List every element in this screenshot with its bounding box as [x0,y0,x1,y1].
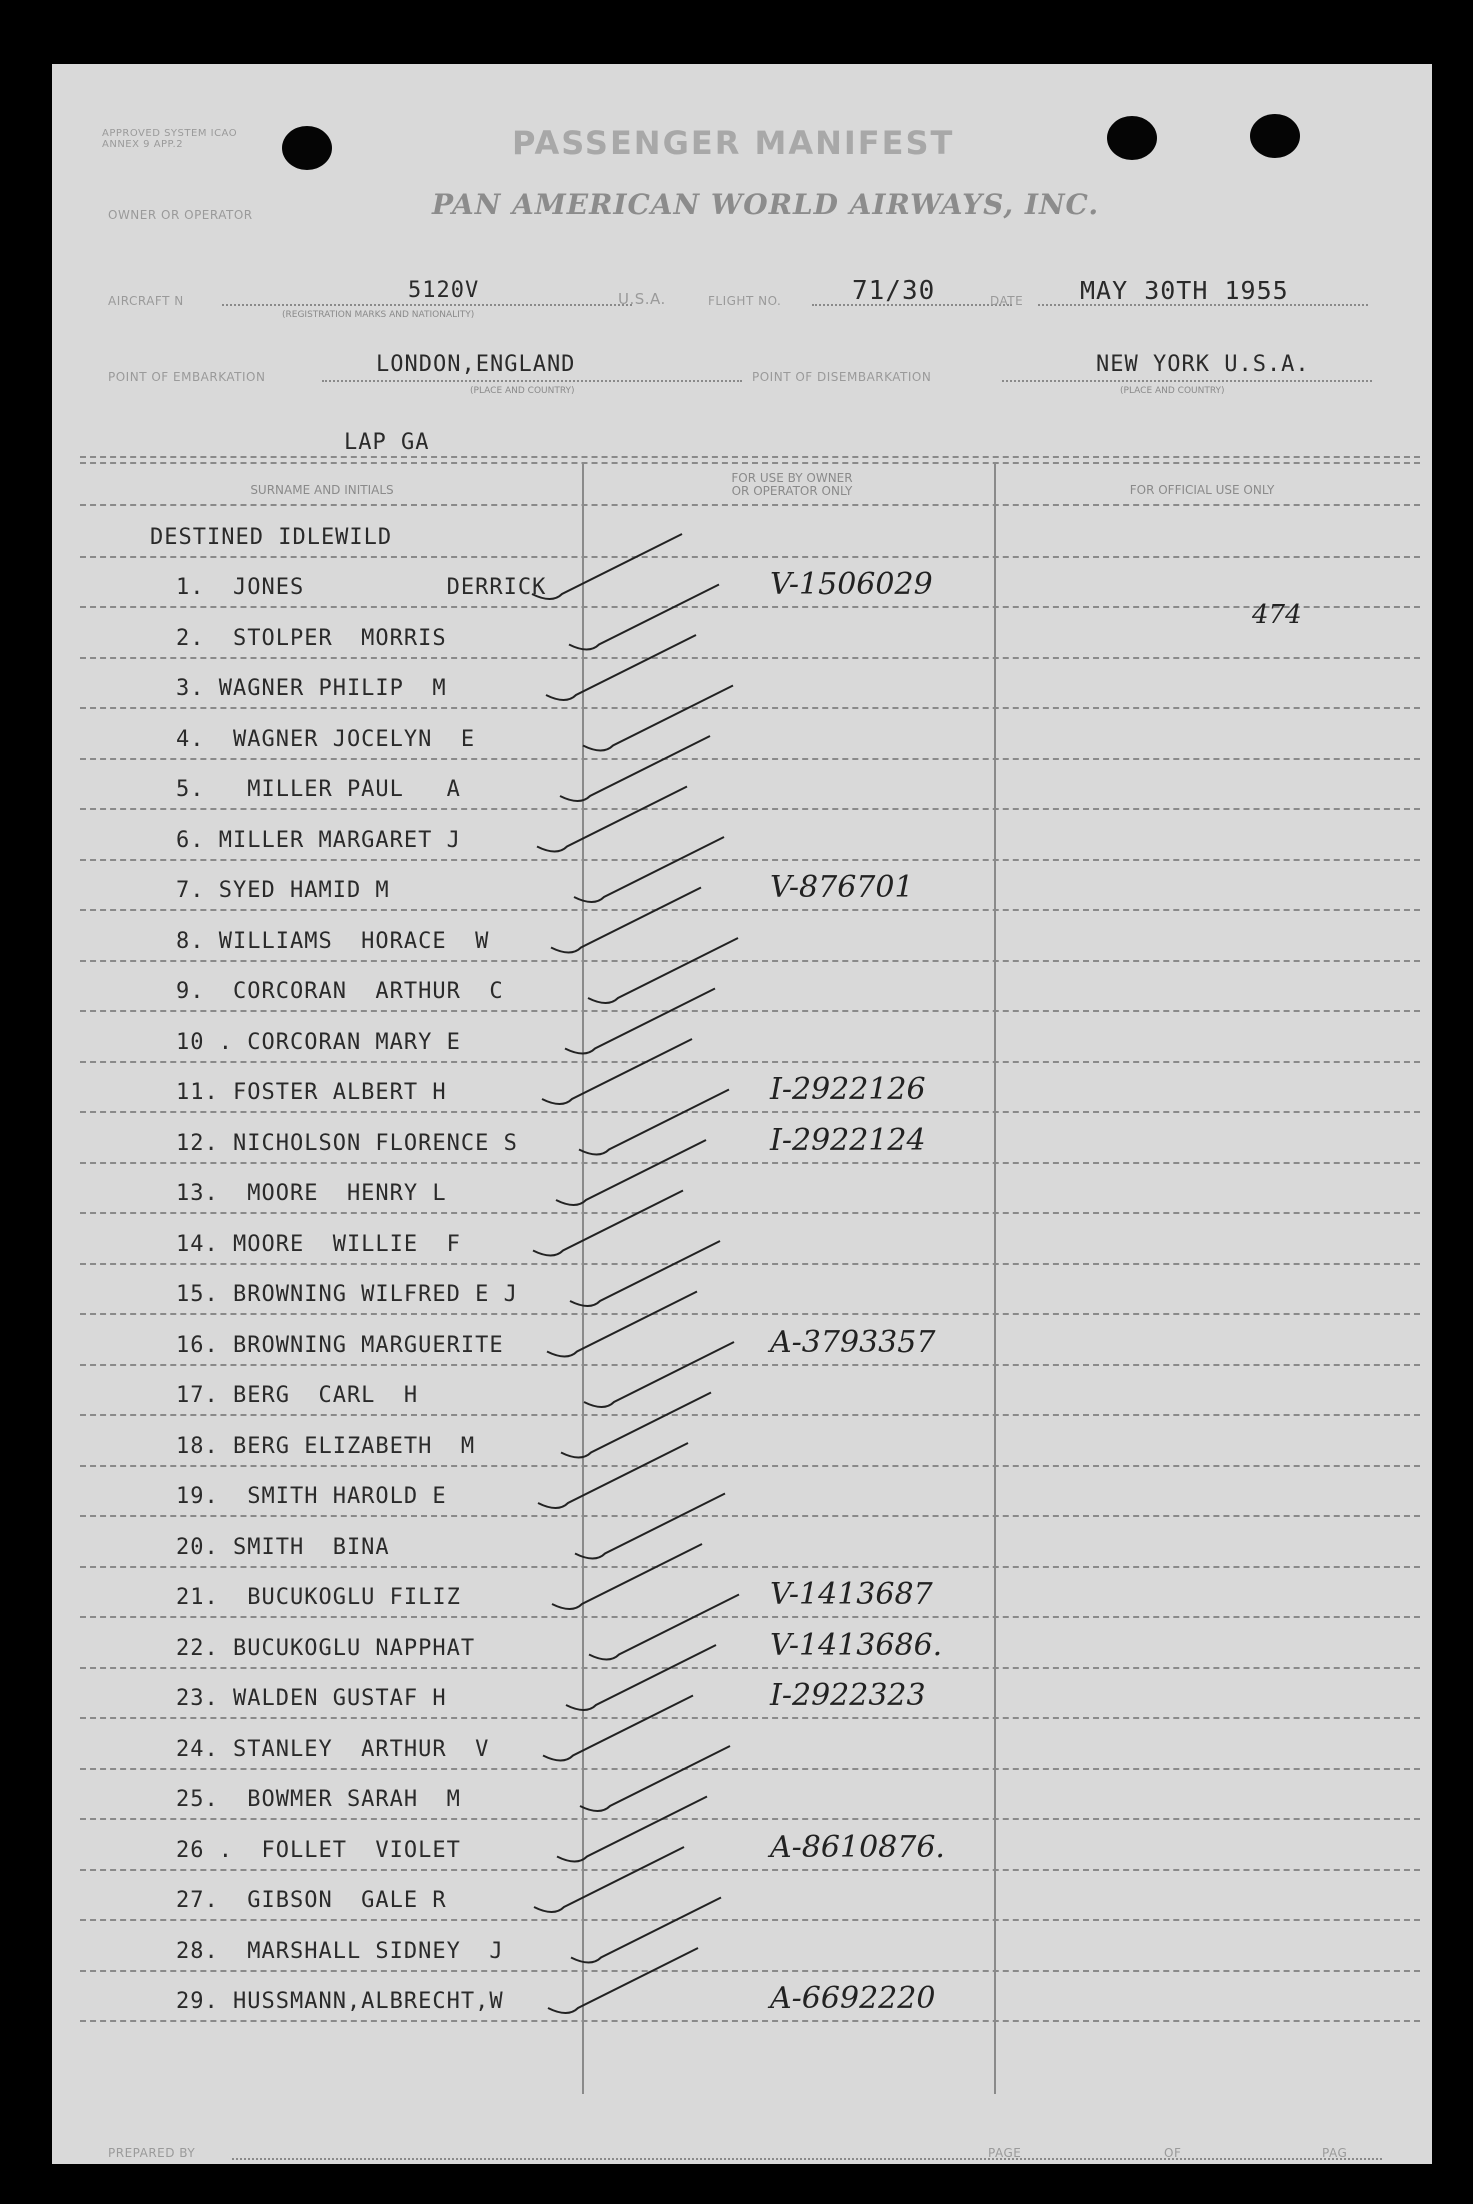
passenger-name: 21. BUCUKOGLU FILIZ [176,1585,461,1610]
aircraft-label: AIRCRAFT N [108,294,184,308]
check-mark [588,938,738,1003]
visa-number: V-876701 [770,870,914,905]
check-mark [546,635,696,700]
passenger-name: 23. WALDEN GUSTAF H [176,1686,447,1711]
visa-number: V-1413687 [770,1577,933,1612]
registration-caption: (REGISTRATION MARKS AND NATIONALITY) [282,310,475,320]
embarkation-label: POINT OF EMBARKATION [108,370,266,384]
check-mark [532,534,682,599]
passenger-name: 2. STOLPER MORRIS [176,625,447,651]
check-mark [560,736,710,801]
column-header-official: FOR OFFICIAL USE ONLY [1129,483,1275,497]
passenger-name: 1. JONES DERRICK [176,575,547,600]
passenger-name: 29. HUSSMANN,ALBRECHT,W [176,1989,504,2014]
passenger-name: 13. MOORE HENRY L [176,1181,447,1206]
page-title: PASSENGER MANIFEST [512,124,955,162]
visa-number: I-2922323 [770,1678,926,1713]
check-mark [584,1342,734,1407]
visa-number: A-6692220 [770,1981,936,2016]
flight-date: MAY 30TH 1955 [1080,276,1289,305]
passenger-name: 16. BROWNING MARGUERITE [176,1332,504,1358]
destination-label: DESTINED IDLEWILD [150,525,393,550]
check-mark [542,1039,692,1104]
passenger-name: 24. STANLEY ARTHUR V [176,1736,490,1762]
check-mark [575,1494,725,1559]
passenger-name: 6. MILLER MARGARET J [176,827,461,853]
check-mark [552,1544,702,1609]
passenger-name: 3. WAGNER PHILIP M [176,676,447,701]
check-mark [548,1948,698,2013]
flight-number: 71/30 [852,276,936,306]
check-mark [579,1090,729,1155]
check-mark [538,1443,688,1508]
visa-number: A-3793357 [770,1324,936,1360]
check-marks [52,64,1432,2164]
passenger-name: 25. BOWMER SARAH M [176,1787,461,1812]
check-mark [566,1645,716,1710]
check-mark [574,837,724,902]
passenger-name: 17. BERG CARL H [176,1383,419,1408]
visa-number: V-1413686. [770,1627,943,1663]
owner-label: OWNER OR OPERATOR [108,208,253,222]
check-mark [543,1696,693,1761]
passenger-name: 19. SMITH HAROLD E [176,1484,447,1509]
check-mark [571,1898,721,1963]
check-mark [569,585,719,650]
place-caption-disembarkation: (PLACE AND COUNTRY) [1120,386,1225,396]
passenger-name: 8. WILLIAMS HORACE W [176,928,490,954]
passenger-name: 4. WAGNER JOCELYN E [176,726,476,752]
visa-number: I-2922124 [770,1122,926,1158]
check-mark [551,888,701,953]
check-mark [557,1797,707,1862]
passenger-name: 22. BUCUKOGLU NAPPHAT [176,1635,476,1661]
visa-number: A-8610876. [770,1829,945,1865]
check-mark [537,787,687,852]
column-header-surname: SURNAME AND INITIALS [250,483,394,497]
place-caption-embarkation: (PLACE AND COUNTRY) [470,386,575,396]
passenger-name: 10 . CORCORAN MARY E [176,1029,461,1055]
page-label: PAGE [988,2146,1022,2160]
date-label: DATE [990,294,1024,308]
route-code: LAP GA [344,430,430,455]
passenger-name: 15. BROWNING WILFRED E J [176,1282,518,1307]
disembarkation-label: POINT OF DISEMBARKATION [752,370,932,384]
visa-number: V-1506029 [770,567,933,602]
check-mark [570,1241,720,1306]
check-mark [533,1191,683,1256]
passenger-name: 11. FOSTER ALBERT H [176,1080,447,1105]
pages-label: PAG [1322,2146,1348,2160]
passenger-name: 7. SYED HAMID M [176,878,390,903]
check-mark [547,1292,697,1357]
aircraft-registration: 5120V [408,278,480,303]
point-of-disembarkation: NEW YORK U.S.A. [1096,352,1310,377]
passenger-name: 28. MARSHALL SIDNEY J [176,1938,504,1964]
visa-number: I-2922126 [770,1072,926,1107]
passenger-name: 9. CORCORAN ARTHUR C [176,979,504,1004]
passenger-name: 12. NICHOLSON FLORENCE S [176,1130,518,1156]
passenger-name: 18. BERG ELIZABETH M [176,1433,476,1459]
of-label: OF [1164,2146,1182,2160]
official-mark: 474 [1252,600,1302,630]
check-mark [556,1140,706,1205]
check-mark [583,686,733,751]
passenger-name: 20. SMITH BINA [176,1534,390,1560]
passenger-name: 14. MOORE WILLIE F [176,1231,461,1257]
country-label: U.S.A. [618,290,666,308]
check-mark [589,1595,739,1660]
check-mark [561,1393,711,1458]
prepared-by-label: PREPARED BY [108,2146,196,2160]
approval-code: APPROVED SYSTEM ICAO ANNEX 9 APP.2 [102,128,238,150]
company-name: PAN AMERICAN WORLD AIRWAYS, INC. [432,188,1100,221]
passenger-name: 27. GIBSON GALE R [176,1888,447,1913]
passenger-name: 26 . FOLLET VIOLET [176,1837,461,1863]
manifest-page [52,64,1432,2164]
column-header-owner: FOR USE BY OWNER OR OPERATOR ONLY [731,471,853,498]
check-mark [534,1847,684,1912]
point-of-embarkation: LONDON,ENGLAND [376,352,576,377]
check-mark [565,989,715,1054]
flight-label: FLIGHT NO. [708,294,782,308]
check-mark [580,1746,730,1811]
passenger-name: 5. MILLER PAUL A [176,777,461,802]
